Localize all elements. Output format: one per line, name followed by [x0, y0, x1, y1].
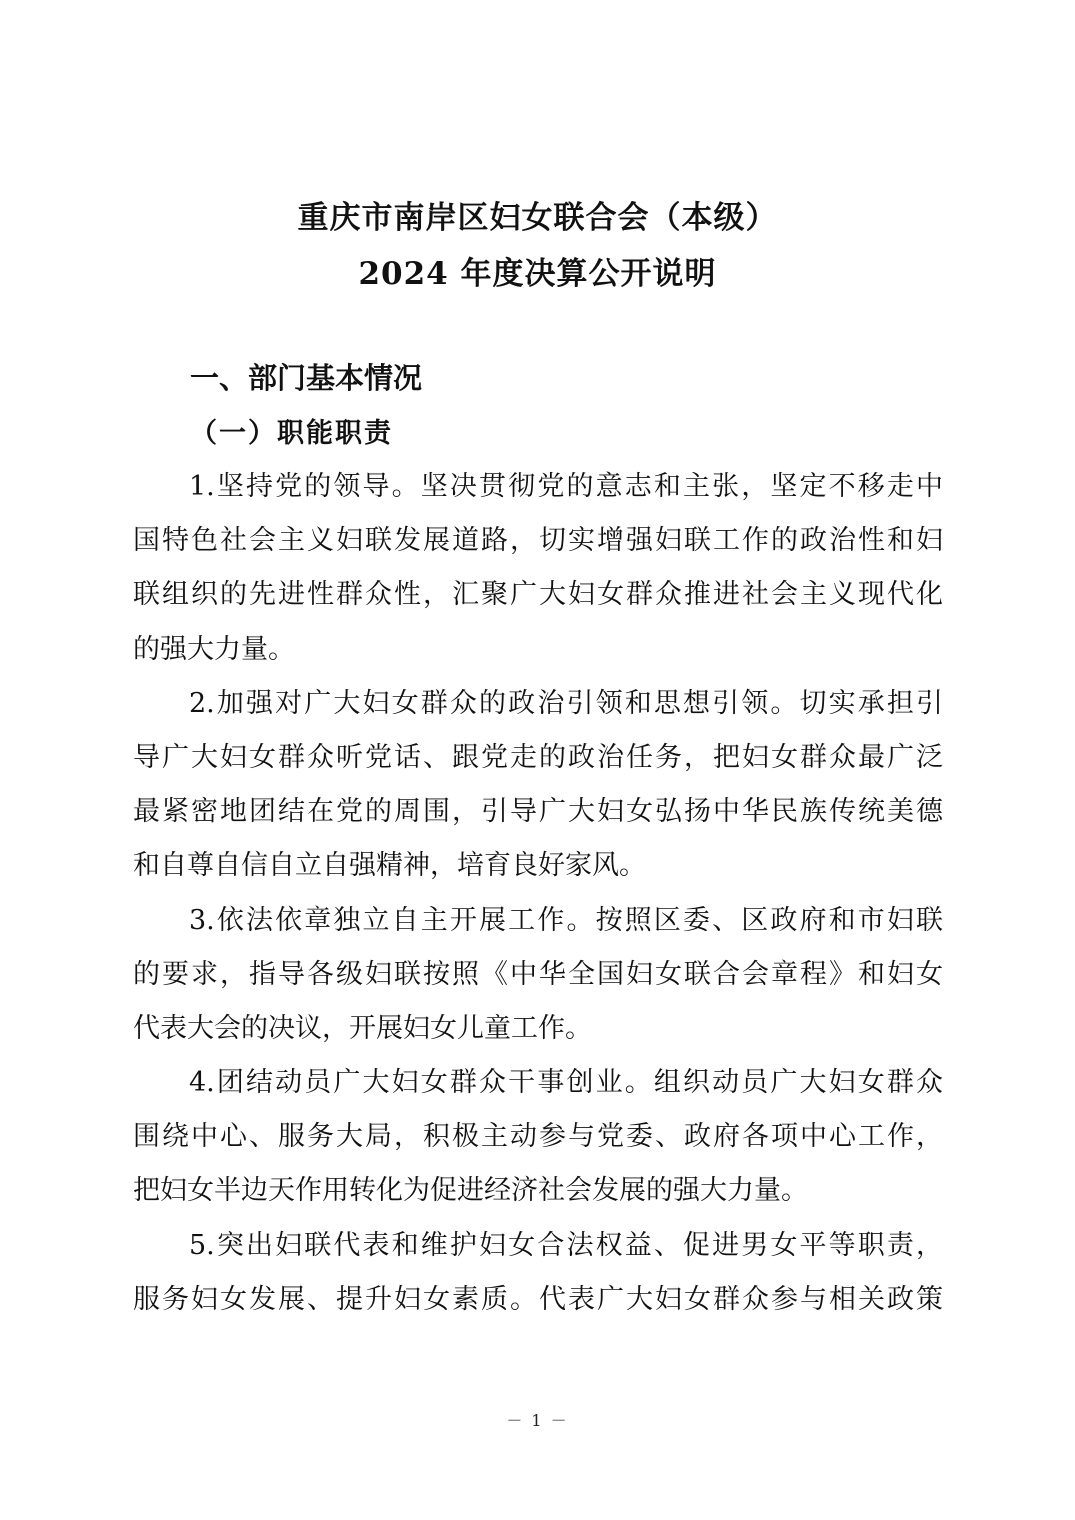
- paragraph-line: 导广大妇女群众听党话、跟党走的政治任务，把妇女群众最广泛: [133, 741, 943, 773]
- paragraph-line: 最紧密地团结在党的周围，引导广大妇女弘扬中华民族传统美德: [133, 796, 943, 828]
- paragraph-line: 3.依法依章独立自主开展工作。按照区委、区政府和市妇联: [189, 904, 943, 936]
- paragraph-line: 的要求，指导各级妇联按照《中华全国妇女联合会章程》和妇女: [133, 958, 943, 990]
- paragraph-line: 代表大会的决议，开展妇女儿童工作。: [133, 1012, 592, 1044]
- body-text: [133, 460, 943, 1327]
- paragraph-line: 1.坚持党的领导。坚决贯彻党的意志和主张，坚定不移走中: [189, 471, 943, 502]
- document-title-line-2: 2024 年度决算公开说明: [358, 256, 717, 292]
- paragraph-line: 围绕中心、服务大局，积极主动参与党委、政府各项中心工作，: [133, 1121, 943, 1153]
- document-title-line-1: 重庆市南岸区妇女联合会（本级）: [297, 200, 778, 236]
- paragraph-line: 国特色社会主义妇联发展道路，切实增强妇联工作的政治性和妇: [133, 525, 943, 557]
- paragraph-line: 的强大力量。: [133, 633, 295, 665]
- paragraph-line: 和自尊自信自立自强精神，培育良好家风。: [133, 850, 646, 882]
- paragraph-line: 5.突出妇联代表和维护妇女合法权益、促进男女平等职责，: [189, 1229, 943, 1261]
- page-number: － 1 －: [506, 1411, 569, 1430]
- subsection-heading: （一）职能职责: [190, 418, 393, 449]
- paragraph-line: 联组织的先进性群众性，汇聚广大妇女群众推进社会主义现代化: [133, 579, 943, 611]
- section-heading: 一、部门基本情况: [190, 361, 423, 395]
- paragraph-line: 服务妇女发展、提升妇女素质。代表广大妇女群众参与相关政策: [133, 1283, 943, 1315]
- paragraph-line: 4.团结动员广大妇女群众干事创业。组织动员广大妇女群众: [189, 1067, 943, 1099]
- paragraph-line: 2.加强对广大妇女群众的政治引领和思想引领。切实承担引: [189, 687, 943, 719]
- paragraph-line: 把妇女半边天作用转化为促进经济社会发展的强大力量。: [133, 1175, 808, 1207]
